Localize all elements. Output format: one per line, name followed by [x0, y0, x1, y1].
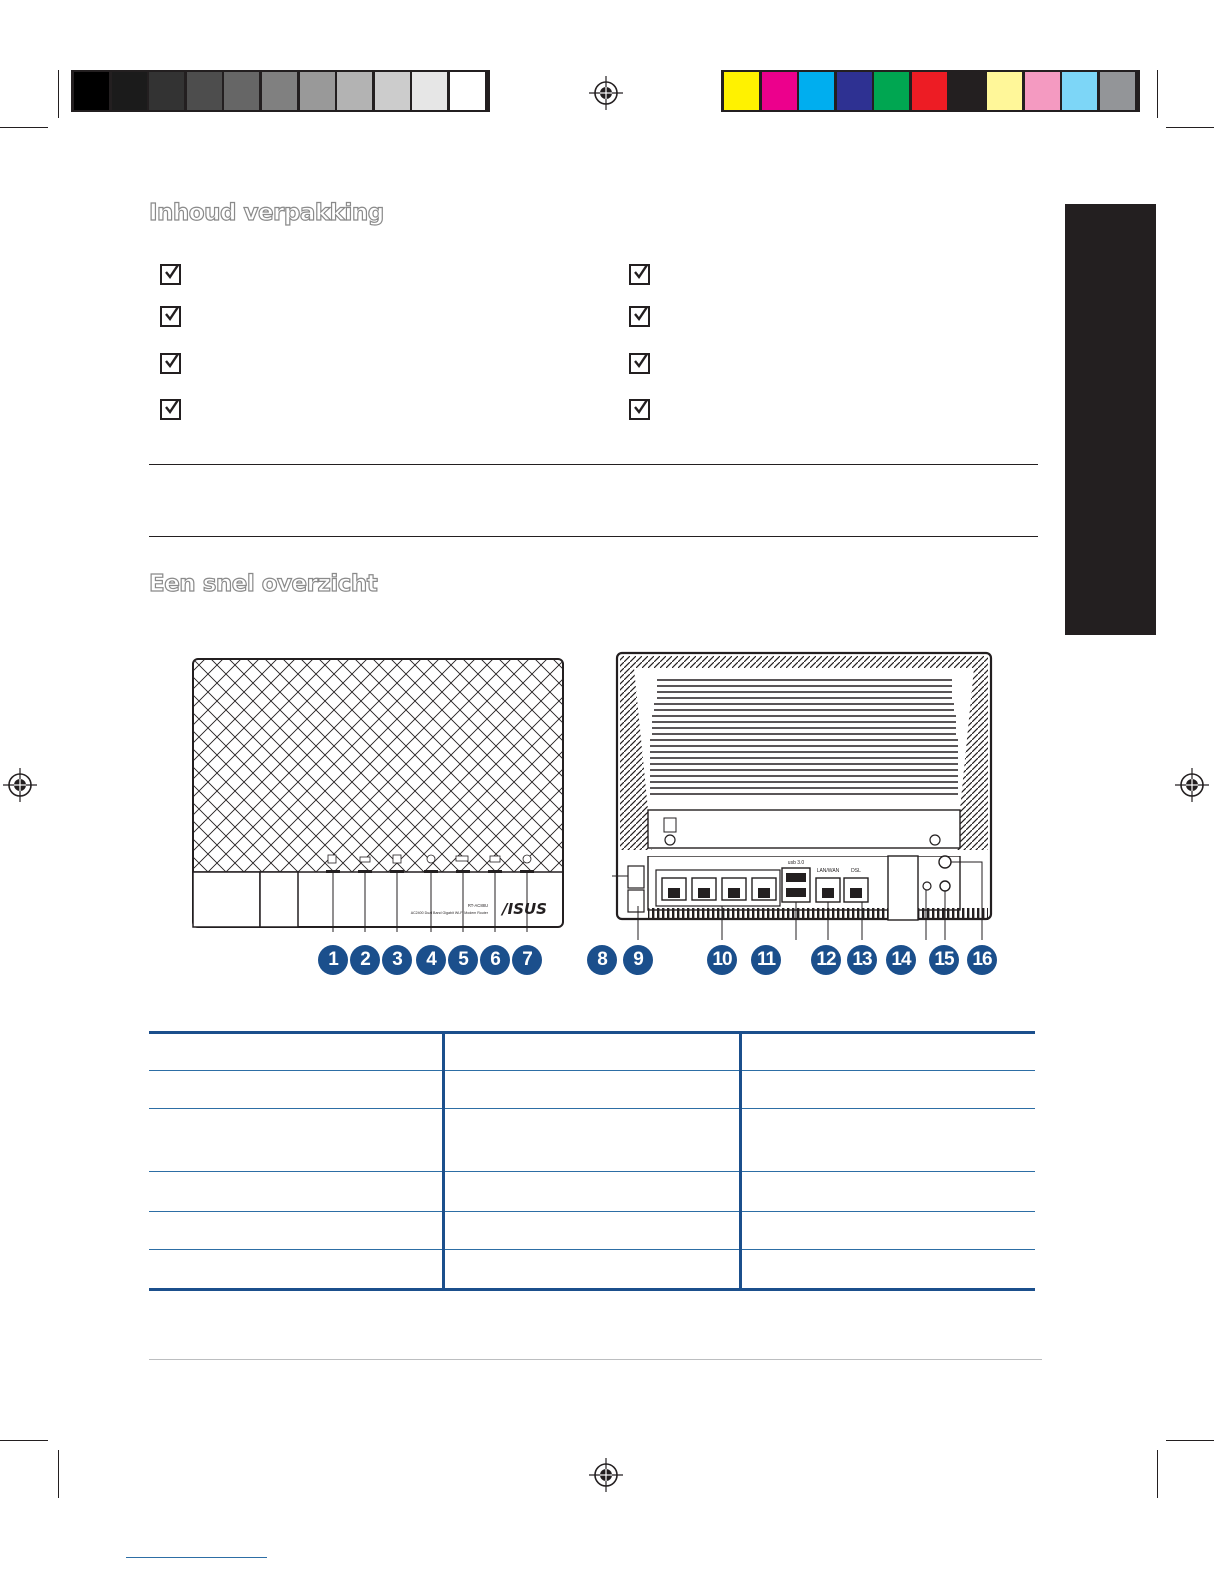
- callout-number: 8: [587, 945, 617, 975]
- color-swatch: [724, 72, 759, 110]
- table-row-divider: [149, 1108, 1035, 1109]
- registration-mark-icon: [589, 76, 623, 110]
- table-row-divider: [149, 1070, 1035, 1071]
- color-swatch: [987, 72, 1022, 110]
- registration-mark-icon: [589, 1458, 623, 1492]
- callout-number: 4: [416, 945, 446, 975]
- dsl-port-label: DSL: [851, 868, 861, 874]
- callout-number: 12: [811, 945, 841, 975]
- model-label: RT-AC88U: [467, 903, 488, 908]
- color-swatch: [799, 72, 834, 110]
- crop-mark: [0, 127, 48, 128]
- crop-mark: [58, 70, 59, 118]
- color-swatch: [762, 72, 797, 110]
- checkbox-icon: [160, 399, 181, 420]
- callout-number: 14: [886, 945, 916, 975]
- color-swatch: [874, 72, 909, 110]
- color-swatch: [1062, 72, 1097, 110]
- gray-swatch: [450, 72, 485, 110]
- checkbox-icon: [160, 264, 181, 285]
- gray-swatch: [112, 72, 147, 110]
- callout-number: 2: [350, 945, 380, 975]
- callout-number: 5: [448, 945, 478, 975]
- table-row-divider: [149, 1211, 1035, 1212]
- table-bottom-border: [149, 1288, 1035, 1291]
- footer-rule: [149, 1359, 1042, 1360]
- callout-number: 3: [382, 945, 412, 975]
- color-swatch: [1025, 72, 1060, 110]
- gray-swatch: [300, 72, 335, 110]
- overview-heading: Een snel overzicht: [149, 571, 378, 597]
- crop-mark: [1157, 70, 1158, 118]
- table-row-divider: [149, 1171, 1035, 1172]
- usb-port-label: usb 3.0: [787, 860, 805, 866]
- brand-logo: /ISUS: [502, 900, 547, 918]
- callout-number: 15: [929, 945, 959, 975]
- callout-number: 10: [707, 945, 737, 975]
- gray-swatch: [375, 72, 410, 110]
- note-rule-top: [149, 464, 1038, 465]
- registration-mark-icon: [3, 768, 37, 802]
- crop-mark: [1166, 127, 1214, 128]
- gray-swatch: [337, 72, 372, 110]
- crop-mark: [1157, 1450, 1158, 1498]
- callout-number: 1: [318, 945, 348, 975]
- crop-mark: [1166, 1440, 1214, 1441]
- checkbox-icon: [629, 353, 650, 374]
- crop-mark: [0, 1440, 48, 1441]
- gray-swatch: [412, 72, 447, 110]
- callout-number: 11: [751, 945, 781, 975]
- color-swatch: [1100, 72, 1135, 110]
- table-column-divider: [442, 1032, 445, 1290]
- gray-swatch: [74, 72, 109, 110]
- gray-swatch: [149, 72, 184, 110]
- table-column-divider: [739, 1032, 742, 1290]
- router-front-panel: [190, 656, 566, 932]
- color-swatch: [837, 72, 872, 110]
- callout-number: 7: [512, 945, 542, 975]
- gray-swatch: [224, 72, 259, 110]
- router-rear-panel: [612, 650, 996, 940]
- crop-mark: [126, 1557, 267, 1558]
- checkbox-icon: [629, 306, 650, 327]
- table-row-divider: [149, 1249, 1035, 1250]
- color-swatch: [950, 72, 985, 110]
- callout-number: 9: [623, 945, 653, 975]
- checkbox-icon: [160, 353, 181, 374]
- callout-number: 6: [480, 945, 510, 975]
- registration-mark-icon: [1175, 768, 1209, 802]
- crop-mark: [58, 1450, 59, 1498]
- color-swatch: [912, 72, 947, 110]
- checkbox-icon: [629, 399, 650, 420]
- gray-swatch: [187, 72, 222, 110]
- callout-number: 13: [847, 945, 877, 975]
- checkbox-icon: [160, 306, 181, 327]
- note-rule-bottom: [149, 536, 1038, 537]
- contents-heading: Inhoud verpakking: [149, 200, 384, 226]
- table-top-border: [149, 1031, 1035, 1034]
- gray-swatch: [262, 72, 297, 110]
- checkbox-icon: [629, 264, 650, 285]
- lanwan-port-label: LAN/WAN: [816, 868, 840, 874]
- callout-number: 16: [967, 945, 997, 975]
- language-side-tab: [1065, 204, 1156, 635]
- model-sublabel: AC2400 Dual Band Gigabit Wi-Fi Modem Router: [410, 911, 488, 915]
